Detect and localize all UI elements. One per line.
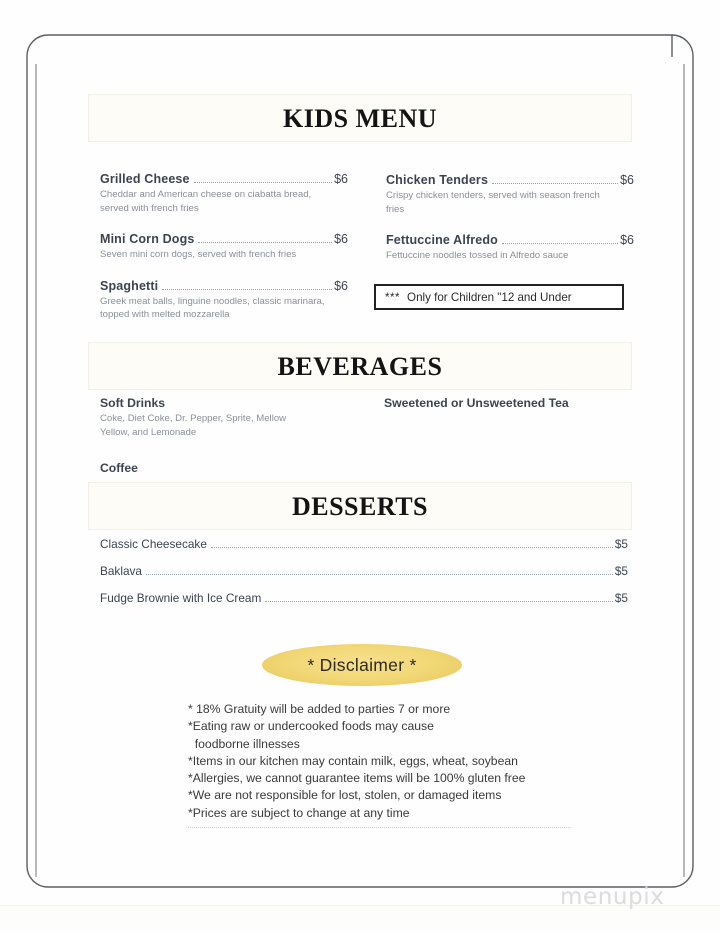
menu-item-description: Greek meat balls, linguine noodles, classic marinara, topped with melted mozzarella [100, 295, 325, 321]
section-title-kids-menu: KIDS MENU [282, 104, 437, 133]
children-age-note-text: Only for Children "12 and Under [407, 290, 572, 304]
dot-leader [146, 573, 613, 575]
disclaimer-line: *Allergies, we cannot guarantee items will be 100% gluten free [188, 771, 526, 786]
kids-items-left-column [100, 172, 348, 334]
disclaimer-line: *Prices are subject to change at any time [188, 805, 410, 820]
menu-item[interactable] [100, 279, 348, 322]
kids-items-right-column [386, 173, 634, 275]
menu-item-price: $6 [620, 173, 634, 187]
menu-item-header [100, 172, 348, 186]
dot-leader [492, 182, 618, 184]
dot-leader [194, 181, 332, 183]
section-title-desserts: DESSERTS [291, 492, 429, 521]
section-banner-kids-menu [88, 94, 632, 142]
disclaimer-line: foodborne illnesses [188, 736, 300, 751]
dessert-row[interactable] [100, 537, 628, 551]
beverage-description: Coke, Diet Coke, Dr. Pepper, Sprite, Mellow Yellow, and Lemonade [100, 413, 287, 438]
section-title-beverages: BEVERAGES [277, 352, 443, 381]
menu-item-price: $6 [334, 278, 348, 293]
menu-item-name: Spaghetti [100, 278, 159, 293]
beverage-item[interactable] [100, 396, 330, 440]
disclaimer-divider [188, 827, 571, 828]
menu-item[interactable] [100, 232, 348, 262]
menu-item-price: $6 [334, 172, 348, 186]
dot-leader [265, 600, 613, 602]
menu-item-description: Seven mini corn dogs, served with french fries [100, 249, 297, 261]
menu-item[interactable] [386, 233, 634, 263]
dessert-row[interactable] [100, 591, 628, 605]
menu-item-price: $6 [334, 232, 348, 247]
menu-item-name: Fettuccine Alfredo [386, 233, 498, 248]
beverage-name: Sweetened or Unsweetened Tea [384, 396, 569, 410]
dessert-price: $5 [614, 591, 628, 605]
dessert-row[interactable] [100, 564, 628, 578]
dessert-name: Fudge Brownie with Ice Cream [100, 591, 262, 605]
disclaimer-line: *Items in our kitchen may contain milk, eggs, wheat, soybean [188, 753, 518, 768]
menu-item-name: Mini Corn Dogs [100, 232, 195, 247]
disclaimer-line: * 18% Gratuity will be added to parties 7 or more [188, 702, 451, 716]
menu-item-header [100, 232, 348, 246]
menu-item-name: Grilled Cheese [100, 172, 190, 186]
menu-item-header [386, 173, 634, 187]
asterisk-marker: *** [385, 290, 401, 304]
menu-item-description: Fettuccine noodles tossed in Alfredo sauce [386, 250, 569, 262]
dot-leader [211, 546, 613, 548]
dessert-name: Classic Cheesecake [100, 537, 207, 551]
beverage-item[interactable] [384, 396, 624, 410]
dot-leader [502, 242, 618, 244]
menu-item-description: Crispy chicken tenders, served with season french fries [386, 190, 600, 215]
dot-leader [162, 288, 332, 290]
dessert-name: Baklava [100, 564, 142, 578]
beverage-name: Coffee [100, 460, 138, 475]
beverages-left-column [100, 396, 330, 475]
disclaimer-title: * Disclaimer * [307, 654, 417, 675]
dessert-price: $5 [614, 537, 628, 551]
menu-item-name: Chicken Tenders [386, 173, 489, 187]
disclaimer-line: *We are not responsible for lost, stolen, or damaged items [188, 788, 502, 803]
disclaimer-badge [262, 644, 462, 686]
menu-item-header [386, 233, 634, 247]
disclaimer-list [188, 701, 608, 822]
menupix-watermark: menupix [560, 884, 665, 910]
beverage-name: Soft Drinks [100, 396, 166, 410]
section-banner-desserts [88, 482, 632, 530]
dessert-price: $5 [614, 564, 628, 578]
children-age-note [374, 284, 624, 310]
menu-item-description: Cheddar and American cheese on ciabatta bread, served with french fries [100, 189, 312, 214]
dot-leader [198, 241, 332, 243]
beverages-right-column [384, 396, 624, 410]
menu-item-header [100, 279, 348, 293]
disclaimer-line: *Eating raw or undercooked foods may cause [188, 719, 434, 734]
menu-item[interactable] [100, 172, 348, 215]
menu-item-price: $6 [620, 233, 634, 248]
beverage-item[interactable] [100, 461, 330, 475]
section-banner-beverages [88, 342, 632, 390]
menu-item[interactable] [386, 173, 634, 216]
